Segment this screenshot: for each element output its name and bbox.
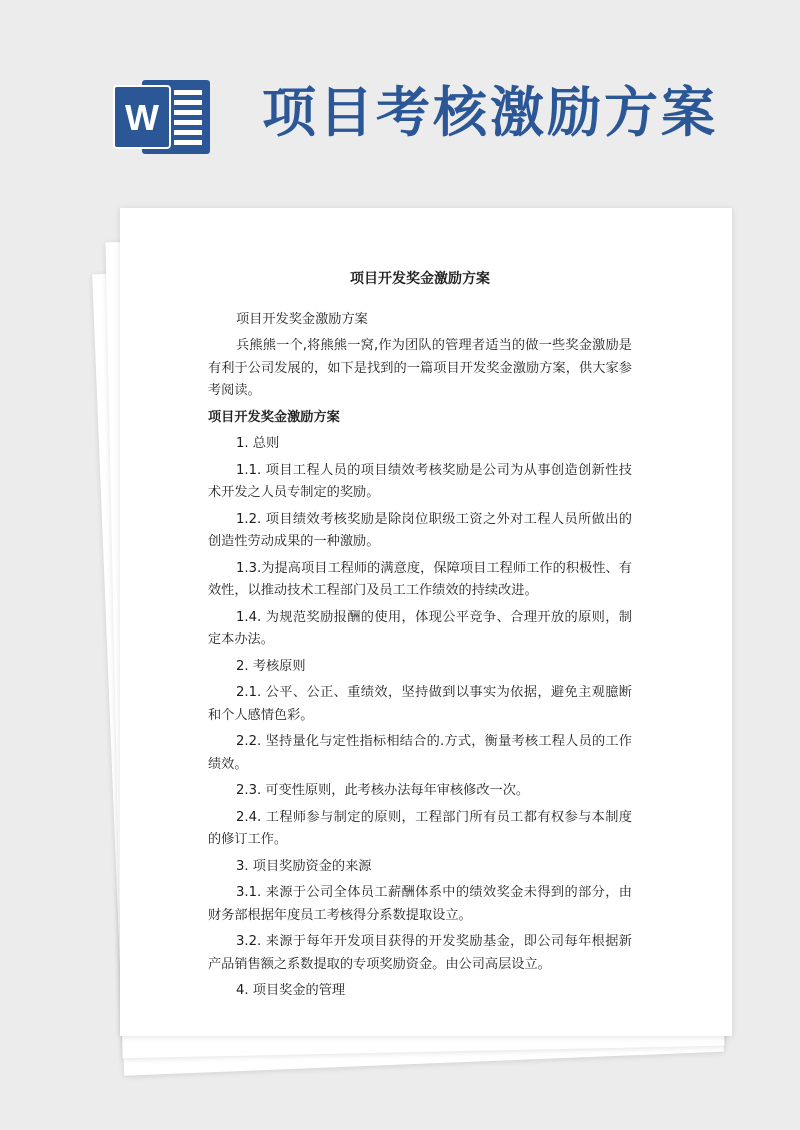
paragraph: 1.1. 项目工程人员的项目绩效考核奖励是公司为从事创造创新性技术开发之人员专制定的奖励。 <box>208 462 632 500</box>
paragraph: 3. 项目奖励资金的来源 <box>236 858 372 874</box>
banner-title: 项目考核激励方案 <box>262 81 718 144</box>
document-content <box>208 309 632 1003</box>
banner <box>0 0 800 210</box>
paragraph: 兵熊熊一个,将熊熊一窝,作为团队的管理者适当的做一些奖金激励是有利于公司发展的，如下是找到的一篇项目开发奖金激励方案，供大家参考阅读。 <box>208 338 632 398</box>
paragraph: 1. 总则 <box>236 436 280 451</box>
paragraph: 2.4. 工程师参与制定的原则，工程部门所有员工都有权参与本制度的修订工作。 <box>208 809 632 847</box>
paragraph: 3.2. 来源于每年开发项目获得的开发奖励基金，即公司每年根据新产品销售额之系数提取的专项奖励资金。由公司高层设立。 <box>208 934 632 972</box>
paragraph: 1.2. 项目绩效考核奖励是除岗位职级工资之外对工程人员所做出的创造性劳动成果的一种激励。 <box>208 511 632 549</box>
paragraph: 2.3. 可变性原则，此考核办法每年审核修改一次。 <box>236 783 530 798</box>
document-body <box>208 268 632 1007</box>
word-document-icon <box>112 78 212 156</box>
paragraph: 2.1. 公平、公正、重绩效，坚持做到以事实为依据，避免主观臆断和个人感情色彩。 <box>208 685 632 723</box>
paragraph: 2.2. 坚持量化与定性指标相结合的.方式，衡量考核工程人员的工作绩效。 <box>208 734 632 772</box>
document-title: 项目开发奖金激励方案 <box>350 271 490 287</box>
section-heading: 项目开发奖金激励方案 <box>208 409 340 425</box>
paragraph: 2. 考核原则 <box>236 658 306 674</box>
paragraph: 1.3.为提高项目工程师的满意度，保障项目工程师工作的积极性、有效性，以推动技术工程部门及员工工作绩效的持续改进。 <box>208 560 632 598</box>
paragraph: 1.4. 为规范奖励报酬的使用，体现公平竞争、合理开放的原则，制定本办法。 <box>208 609 632 647</box>
paragraph: 4. 项目奖金的管理 <box>236 983 346 998</box>
paragraph: 项目开发奖金激励方案 <box>236 311 368 327</box>
paragraph: 3.1. 来源于公司全体员工薪酬体系中的绩效奖金未得到的部分，由财务部根据年度员工考核得分系数提取设立。 <box>208 885 632 923</box>
word-icon-letter: W <box>125 97 159 138</box>
